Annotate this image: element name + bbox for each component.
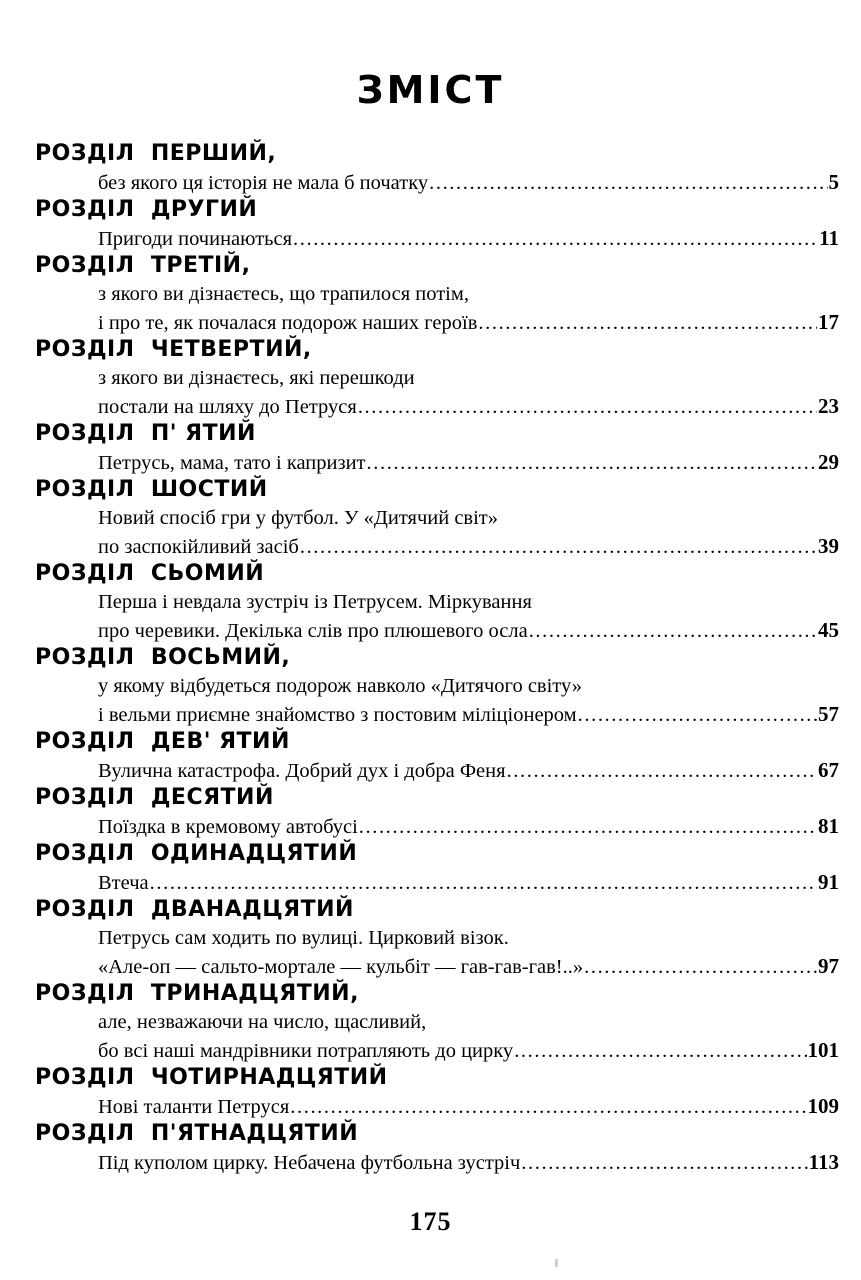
chapter-title: РОЗДІЛ ДВАНАДЦЯТИЙ [35,897,354,922]
dot-leader [478,309,817,337]
chapter-page-number: 11 [819,226,839,250]
chapter-description-text: Втеча [98,872,149,894]
chapter-title: РОЗДІЛ ЧЕТВЕРТИЙ, [35,337,312,362]
chapter-title: РОЗДІЛ ДРУГИЙ [35,197,258,222]
chapter-description-text: Новий спосіб гри у футбол. У «Дитячий світ» [98,507,499,529]
chapter-page-number: 97 [818,954,839,978]
chapter-title: РОЗДІЛ ЧОТИРНАДЦЯТИЙ [35,1065,388,1090]
chapter-page-number: 67 [818,758,839,782]
chapter-page-number: 91 [818,870,839,894]
chapter-description-text: з якого ви дізнаєтесь, які перешкоди [98,367,415,389]
page-title: ЗМІСТ [356,68,505,113]
chapter-description-text: Петрусь сам ходить по вулиці. Цирковий візок. [98,927,509,949]
toc-chapter-entry[interactable] [0,728,861,784]
chapter-description-text: бо всі наші мандрівники потрапляють до цирку [98,1040,514,1062]
chapter-description-text: по заспокійливий засіб [98,536,299,558]
dot-leader [290,1093,806,1121]
dot-leader [529,617,817,645]
chapter-description-row [98,532,839,560]
chapter-page-number: 29 [818,450,839,474]
chapter-description-line [98,280,839,308]
scan-speck-artifact [555,1259,558,1267]
dot-leader [507,757,817,785]
toc-chapter-entry[interactable] [0,840,861,896]
chapter-description-text: «Але-оп — сальто-мортале — кульбіт — гав-гав-гав!..» [98,956,584,978]
chapter-description-text: Пригоди починаються [98,228,293,250]
dot-leader [359,813,817,841]
toc-chapter-entry[interactable] [0,420,861,476]
dot-leader [367,449,817,477]
chapter-title: РОЗДІЛ ОДИНАДЦЯТИЙ [35,841,358,866]
chapter-description-text: і про те, як почалася подорож наших героїв [98,312,478,334]
chapter-page-number: 109 [807,1094,839,1118]
dot-leader [429,169,827,197]
chapter-page-number: 17 [818,310,839,334]
page-folio-number: 175 [409,1207,452,1236]
dot-leader [150,869,817,897]
chapter-description-text: Петрусь, мама, тато і капризит [98,452,366,474]
chapter-title: РОЗДІЛ ДЕВ' ЯТИЙ [35,729,290,754]
chapter-description-text: Під куполом цирку. Небачена футбольна зустріч [98,1152,521,1174]
chapter-description-row [98,952,839,980]
chapter-page-number: 101 [807,1038,839,1062]
chapter-description-row [98,224,839,252]
chapter-description-row [98,616,839,644]
chapter-description-text: без якого ця історія не мала б початку [98,172,429,194]
chapter-description-row [98,700,839,728]
chapter-page-number: 39 [818,534,839,558]
table-of-contents-list [0,140,861,1176]
chapter-page-number: 23 [818,394,839,418]
chapter-description-text: Перша і невдала зустріч із Петрусем. Міркування [98,591,532,613]
toc-chapter-entry[interactable] [0,476,861,560]
toc-chapter-entry[interactable] [0,1064,861,1120]
chapter-title: РОЗДІЛ П' ЯТИЙ [35,421,256,446]
chapter-description-text: Нові таланти Петруся [98,1096,290,1118]
chapter-title: РОЗДІЛ ДЕСЯТИЙ [35,785,274,810]
chapter-title: РОЗДІЛ ВОСЬМИЙ, [35,645,291,670]
chapter-title: РОЗДІЛ ТРЕТІЙ, [35,253,251,278]
chapter-page-number: 113 [808,1150,839,1174]
toc-chapter-entry[interactable] [0,196,861,252]
chapter-title: РОЗДІЛ П'ЯТНАДЦЯТИЙ [35,1121,359,1146]
chapter-description-row [98,868,839,896]
dot-leader [514,1037,806,1065]
chapter-description-line [98,588,839,616]
chapter-page-number: 5 [828,170,839,194]
dot-leader [521,1149,807,1177]
chapter-description-line [98,364,839,392]
chapter-title: РОЗДІЛ СЬОМИЙ [35,561,265,586]
toc-chapter-entry[interactable] [0,336,861,420]
chapter-page-number: 45 [818,618,839,642]
chapter-description-row [98,1036,839,1064]
chapter-description-text: постали на шляху до Петруся [98,396,357,418]
toc-chapter-entry[interactable] [0,644,861,728]
toc-chapter-entry[interactable] [0,140,861,196]
chapter-description-row [98,168,839,196]
dot-leader [300,533,817,561]
chapter-description-row [98,1092,839,1120]
toc-chapter-entry[interactable] [0,896,861,980]
toc-chapter-entry[interactable] [0,560,861,644]
chapter-description-line [98,924,839,952]
chapter-title: РОЗДІЛ ТРИНАДЦЯТИЙ, [35,981,359,1006]
chapter-description-line [98,1008,839,1036]
chapter-page-number: 57 [818,702,839,726]
chapter-description-text: з якого ви дізнаєтесь, що трапилося потім, [98,283,469,305]
chapter-description-row [98,392,839,420]
chapter-description-row [98,756,839,784]
chapter-description-text: про черевики. Декілька слів про плюшевого осла [98,620,528,642]
chapter-page-number: 81 [818,814,839,838]
chapter-description-line [98,504,839,532]
dot-leader [578,701,817,729]
chapter-description-line [98,672,839,700]
chapter-description-text: у якому відбудеться подорож навколо «Дитячого світу» [98,675,583,697]
chapter-description-text: і вельми приємне знайомство з постовим міліціонером [98,704,577,726]
chapter-description-text: але, незважаючи на число, щасливий, [98,1011,427,1033]
dot-leader [293,225,818,253]
chapter-title: РОЗДІЛ ПЕРШИЙ, [35,141,277,166]
dot-leader [358,393,817,421]
chapter-description-row [98,448,839,476]
chapter-description-text: Вулична катастрофа. Добрий дух і добра Феня [98,760,506,782]
chapter-description-row [98,1148,839,1176]
chapter-description-row [98,812,839,840]
toc-chapter-entry[interactable] [0,252,861,336]
chapter-description-text: Поїздка в кремовому автобусі [98,816,358,838]
toc-chapter-entry[interactable] [0,1120,861,1176]
toc-chapter-entry[interactable] [0,784,861,840]
chapter-title: РОЗДІЛ ШОСТИЙ [35,477,268,502]
dot-leader [584,953,817,981]
toc-chapter-entry[interactable] [0,980,861,1064]
chapter-description-row [98,308,839,336]
